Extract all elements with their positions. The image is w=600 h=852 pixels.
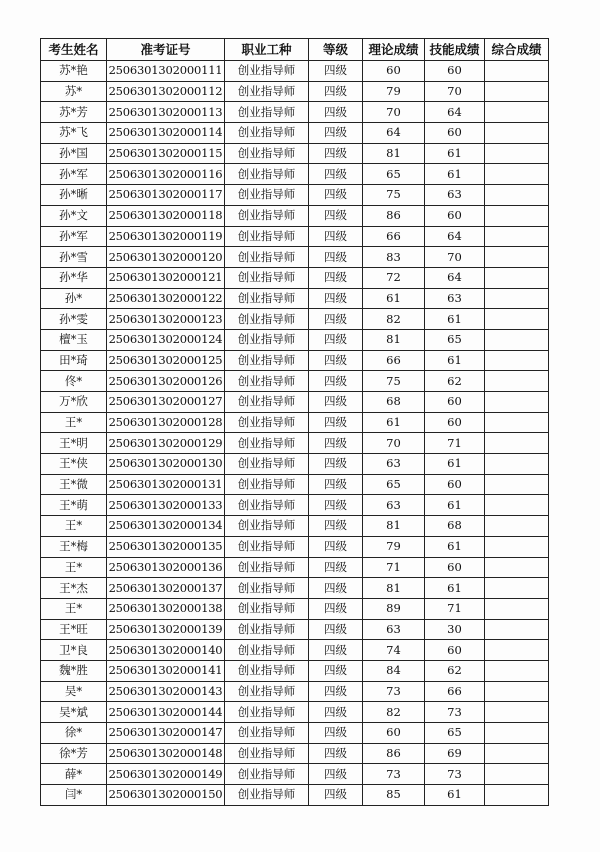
cell-occupation: 创业指导师: [225, 205, 309, 226]
cell-skill-score: 60: [425, 392, 485, 413]
cell-level: 四级: [309, 536, 363, 557]
table-row: [41, 164, 549, 185]
cell-occupation: 创业指导师: [225, 702, 309, 723]
cell-total-score: [485, 123, 549, 144]
cell-theory-score: 75: [363, 371, 425, 392]
cell-skill-score: 64: [425, 267, 485, 288]
table-row: [41, 205, 549, 226]
cell-skill-score: 60: [425, 474, 485, 495]
cell-occupation: 创业指导师: [225, 557, 309, 578]
cell-exam-id: 2506301302000126: [107, 371, 225, 392]
cell-theory-score: 63: [363, 619, 425, 640]
cell-occupation: 创业指导师: [225, 61, 309, 82]
cell-theory-score: 65: [363, 164, 425, 185]
table-row: [41, 578, 549, 599]
cell-theory-score: 79: [363, 81, 425, 102]
cell-total-score: [485, 329, 549, 350]
cell-exam-id: 2506301302000125: [107, 350, 225, 371]
table-row: [41, 681, 549, 702]
cell-exam-id: 2506301302000129: [107, 433, 225, 454]
cell-exam-id: 2506301302000111: [107, 61, 225, 82]
cell-total-score: [485, 309, 549, 330]
cell-skill-score: 65: [425, 723, 485, 744]
table-row: [41, 619, 549, 640]
cell-total-score: [485, 185, 549, 206]
table-row: [41, 185, 549, 206]
cell-level: 四级: [309, 350, 363, 371]
cell-level: 四级: [309, 433, 363, 454]
cell-occupation: 创业指导师: [225, 371, 309, 392]
cell-level: 四级: [309, 392, 363, 413]
table-row: [41, 309, 549, 330]
cell-skill-score: 63: [425, 185, 485, 206]
cell-occupation: 创业指导师: [225, 392, 309, 413]
cell-occupation: 创业指导师: [225, 226, 309, 247]
table-row: [41, 81, 549, 102]
cell-name: 孙*军: [41, 164, 107, 185]
cell-level: 四级: [309, 102, 363, 123]
cell-level: 四级: [309, 702, 363, 723]
cell-theory-score: 86: [363, 205, 425, 226]
cell-skill-score: 65: [425, 329, 485, 350]
cell-occupation: 创业指导师: [225, 288, 309, 309]
cell-skill-score: 64: [425, 226, 485, 247]
cell-name: 孙*: [41, 288, 107, 309]
cell-occupation: 创业指导师: [225, 578, 309, 599]
cell-level: 四级: [309, 723, 363, 744]
cell-theory-score: 70: [363, 102, 425, 123]
cell-skill-score: 61: [425, 143, 485, 164]
header-skill-score: 技能成绩: [425, 39, 485, 61]
cell-total-score: [485, 164, 549, 185]
header-theory-score: 理论成绩: [363, 39, 425, 61]
cell-name: 王*梅: [41, 536, 107, 557]
cell-total-score: [485, 495, 549, 516]
cell-name: 魏*胜: [41, 660, 107, 681]
cell-skill-score: 60: [425, 640, 485, 661]
table-row: [41, 495, 549, 516]
cell-exam-id: 2506301302000119: [107, 226, 225, 247]
cell-skill-score: 73: [425, 702, 485, 723]
cell-theory-score: 65: [363, 474, 425, 495]
cell-theory-score: 81: [363, 578, 425, 599]
cell-name: 檀*玉: [41, 329, 107, 350]
header-occupation: 职业工种: [225, 39, 309, 61]
cell-occupation: 创业指导师: [225, 536, 309, 557]
cell-exam-id: 2506301302000122: [107, 288, 225, 309]
cell-theory-score: 63: [363, 454, 425, 475]
cell-exam-id: 2506301302000140: [107, 640, 225, 661]
cell-total-score: [485, 371, 549, 392]
cell-exam-id: 2506301302000131: [107, 474, 225, 495]
table-row: [41, 660, 549, 681]
table-row: [41, 226, 549, 247]
cell-name: 孙*华: [41, 267, 107, 288]
cell-name: 徐*芳: [41, 743, 107, 764]
cell-occupation: 创业指导师: [225, 185, 309, 206]
header-name: 考生姓名: [41, 39, 107, 61]
cell-theory-score: 60: [363, 723, 425, 744]
cell-theory-score: 83: [363, 247, 425, 268]
cell-name: 佟*: [41, 371, 107, 392]
cell-skill-score: 71: [425, 598, 485, 619]
cell-theory-score: 82: [363, 309, 425, 330]
table-row: [41, 516, 549, 537]
cell-name: 王*杰: [41, 578, 107, 599]
cell-level: 四级: [309, 247, 363, 268]
cell-skill-score: 60: [425, 205, 485, 226]
table-row: [41, 412, 549, 433]
table-row: [41, 102, 549, 123]
cell-name: 徐*: [41, 723, 107, 744]
cell-name: 王*明: [41, 433, 107, 454]
cell-exam-id: 2506301302000127: [107, 392, 225, 413]
cell-exam-id: 2506301302000130: [107, 454, 225, 475]
cell-level: 四级: [309, 123, 363, 144]
cell-exam-id: 2506301302000128: [107, 412, 225, 433]
cell-name: 闫*: [41, 785, 107, 806]
cell-level: 四级: [309, 329, 363, 350]
cell-name: 王*: [41, 598, 107, 619]
cell-skill-score: 61: [425, 578, 485, 599]
cell-total-score: [485, 247, 549, 268]
cell-exam-id: 2506301302000124: [107, 329, 225, 350]
cell-theory-score: 75: [363, 185, 425, 206]
cell-name: 田*琦: [41, 350, 107, 371]
cell-occupation: 创业指导师: [225, 329, 309, 350]
cell-exam-id: 2506301302000141: [107, 660, 225, 681]
cell-occupation: 创业指导师: [225, 660, 309, 681]
cell-occupation: 创业指导师: [225, 412, 309, 433]
cell-level: 四级: [309, 578, 363, 599]
cell-total-score: [485, 102, 549, 123]
cell-total-score: [485, 392, 549, 413]
cell-theory-score: 81: [363, 143, 425, 164]
cell-theory-score: 79: [363, 536, 425, 557]
score-table: [40, 38, 549, 806]
cell-total-score: [485, 785, 549, 806]
cell-total-score: [485, 433, 549, 454]
cell-total-score: [485, 474, 549, 495]
cell-name: 吴*斌: [41, 702, 107, 723]
cell-theory-score: 66: [363, 226, 425, 247]
cell-exam-id: 2506301302000147: [107, 723, 225, 744]
cell-total-score: [485, 61, 549, 82]
cell-total-score: [485, 598, 549, 619]
cell-theory-score: 74: [363, 640, 425, 661]
cell-name: 苏*艳: [41, 61, 107, 82]
cell-occupation: 创业指导师: [225, 350, 309, 371]
cell-total-score: [485, 578, 549, 599]
cell-occupation: 创业指导师: [225, 785, 309, 806]
cell-name: 孙*晰: [41, 185, 107, 206]
cell-exam-id: 2506301302000144: [107, 702, 225, 723]
cell-total-score: [485, 681, 549, 702]
cell-level: 四级: [309, 412, 363, 433]
cell-name: 卫*良: [41, 640, 107, 661]
cell-occupation: 创业指导师: [225, 681, 309, 702]
cell-theory-score: 73: [363, 681, 425, 702]
cell-skill-score: 68: [425, 516, 485, 537]
cell-exam-id: 2506301302000123: [107, 309, 225, 330]
table-row: [41, 702, 549, 723]
cell-name: 王*旺: [41, 619, 107, 640]
cell-total-score: [485, 536, 549, 557]
table-row: [41, 350, 549, 371]
cell-level: 四级: [309, 205, 363, 226]
cell-occupation: 创业指导师: [225, 619, 309, 640]
cell-skill-score: 71: [425, 433, 485, 454]
cell-total-score: [485, 723, 549, 744]
table-row: [41, 267, 549, 288]
cell-name: 孙*军: [41, 226, 107, 247]
cell-level: 四级: [309, 640, 363, 661]
cell-level: 四级: [309, 309, 363, 330]
cell-exam-id: 2506301302000121: [107, 267, 225, 288]
cell-occupation: 创业指导师: [225, 454, 309, 475]
cell-name: 孙*国: [41, 143, 107, 164]
cell-skill-score: 62: [425, 371, 485, 392]
cell-name: 孙*雪: [41, 247, 107, 268]
cell-theory-score: 64: [363, 123, 425, 144]
table-row: [41, 557, 549, 578]
cell-total-score: [485, 412, 549, 433]
table-row: [41, 123, 549, 144]
table-row: [41, 392, 549, 413]
cell-total-score: [485, 205, 549, 226]
cell-name: 苏*芳: [41, 102, 107, 123]
cell-skill-score: 60: [425, 123, 485, 144]
table-row: [41, 288, 549, 309]
cell-skill-score: 62: [425, 660, 485, 681]
cell-level: 四级: [309, 681, 363, 702]
cell-exam-id: 2506301302000137: [107, 578, 225, 599]
cell-name: 孙*雯: [41, 309, 107, 330]
cell-skill-score: 60: [425, 557, 485, 578]
cell-name: 王*微: [41, 474, 107, 495]
cell-skill-score: 60: [425, 61, 485, 82]
cell-occupation: 创业指导师: [225, 143, 309, 164]
cell-total-score: [485, 81, 549, 102]
cell-occupation: 创业指导师: [225, 164, 309, 185]
cell-exam-id: 2506301302000136: [107, 557, 225, 578]
cell-skill-score: 66: [425, 681, 485, 702]
cell-exam-id: 2506301302000133: [107, 495, 225, 516]
cell-theory-score: 85: [363, 785, 425, 806]
cell-total-score: [485, 640, 549, 661]
cell-level: 四级: [309, 454, 363, 475]
cell-theory-score: 73: [363, 764, 425, 785]
cell-name: 薛*: [41, 764, 107, 785]
cell-occupation: 创业指导师: [225, 123, 309, 144]
cell-exam-id: 2506301302000143: [107, 681, 225, 702]
cell-level: 四级: [309, 495, 363, 516]
cell-level: 四级: [309, 371, 363, 392]
cell-occupation: 创业指导师: [225, 247, 309, 268]
cell-occupation: 创业指导师: [225, 433, 309, 454]
header-exam-id: 准考证号: [107, 39, 225, 61]
table-row: [41, 61, 549, 82]
cell-skill-score: 61: [425, 350, 485, 371]
header-row: [41, 39, 549, 61]
cell-skill-score: 70: [425, 81, 485, 102]
cell-theory-score: 71: [363, 557, 425, 578]
cell-level: 四级: [309, 81, 363, 102]
cell-total-score: [485, 454, 549, 475]
cell-theory-score: 70: [363, 433, 425, 454]
cell-name: 苏*飞: [41, 123, 107, 144]
cell-name: 王*: [41, 412, 107, 433]
cell-exam-id: 2506301302000134: [107, 516, 225, 537]
cell-theory-score: 63: [363, 495, 425, 516]
cell-theory-score: 60: [363, 61, 425, 82]
cell-theory-score: 84: [363, 660, 425, 681]
cell-skill-score: 61: [425, 309, 485, 330]
cell-total-score: [485, 288, 549, 309]
cell-skill-score: 61: [425, 164, 485, 185]
cell-occupation: 创业指导师: [225, 764, 309, 785]
cell-level: 四级: [309, 61, 363, 82]
cell-skill-score: 73: [425, 764, 485, 785]
cell-skill-score: 30: [425, 619, 485, 640]
cell-total-score: [485, 702, 549, 723]
cell-skill-score: 63: [425, 288, 485, 309]
table-row: [41, 143, 549, 164]
cell-exam-id: 2506301302000114: [107, 123, 225, 144]
cell-occupation: 创业指导师: [225, 474, 309, 495]
table-row: [41, 329, 549, 350]
cell-occupation: 创业指导师: [225, 598, 309, 619]
cell-level: 四级: [309, 764, 363, 785]
cell-theory-score: 61: [363, 288, 425, 309]
cell-exam-id: 2506301302000115: [107, 143, 225, 164]
table-row: [41, 247, 549, 268]
cell-exam-id: 2506301302000112: [107, 81, 225, 102]
table-row: [41, 371, 549, 392]
cell-occupation: 创业指导师: [225, 309, 309, 330]
cell-name: 万*欣: [41, 392, 107, 413]
cell-total-score: [485, 557, 549, 578]
cell-exam-id: 2506301302000120: [107, 247, 225, 268]
cell-level: 四级: [309, 185, 363, 206]
table-row: [41, 785, 549, 806]
cell-exam-id: 2506301302000148: [107, 743, 225, 764]
cell-theory-score: 82: [363, 702, 425, 723]
header-total-score: 综合成绩: [485, 39, 549, 61]
cell-name: 孙*文: [41, 205, 107, 226]
cell-skill-score: 64: [425, 102, 485, 123]
cell-total-score: [485, 619, 549, 640]
cell-theory-score: 81: [363, 516, 425, 537]
cell-skill-score: 61: [425, 536, 485, 557]
table-row: [41, 723, 549, 744]
cell-theory-score: 66: [363, 350, 425, 371]
cell-total-score: [485, 143, 549, 164]
cell-exam-id: 2506301302000150: [107, 785, 225, 806]
cell-total-score: [485, 350, 549, 371]
table-row: [41, 640, 549, 661]
cell-name: 王*: [41, 516, 107, 537]
cell-level: 四级: [309, 557, 363, 578]
cell-exam-id: 2506301302000149: [107, 764, 225, 785]
cell-total-score: [485, 267, 549, 288]
cell-total-score: [485, 660, 549, 681]
cell-level: 四级: [309, 619, 363, 640]
table-row: [41, 433, 549, 454]
cell-total-score: [485, 743, 549, 764]
table-row: [41, 743, 549, 764]
cell-level: 四级: [309, 743, 363, 764]
cell-occupation: 创业指导师: [225, 743, 309, 764]
table-header: [41, 39, 549, 61]
cell-occupation: 创业指导师: [225, 102, 309, 123]
cell-skill-score: 61: [425, 495, 485, 516]
cell-exam-id: 2506301302000139: [107, 619, 225, 640]
cell-skill-score: 69: [425, 743, 485, 764]
cell-total-score: [485, 516, 549, 537]
cell-total-score: [485, 226, 549, 247]
cell-exam-id: 2506301302000135: [107, 536, 225, 557]
cell-occupation: 创业指导师: [225, 267, 309, 288]
cell-skill-score: 61: [425, 454, 485, 475]
cell-theory-score: 68: [363, 392, 425, 413]
cell-name: 苏*: [41, 81, 107, 102]
cell-level: 四级: [309, 785, 363, 806]
cell-level: 四级: [309, 267, 363, 288]
cell-exam-id: 2506301302000118: [107, 205, 225, 226]
cell-level: 四级: [309, 164, 363, 185]
cell-total-score: [485, 764, 549, 785]
cell-theory-score: 72: [363, 267, 425, 288]
cell-exam-id: 2506301302000116: [107, 164, 225, 185]
cell-name: 王*: [41, 557, 107, 578]
cell-name: 王*侠: [41, 454, 107, 475]
table-row: [41, 536, 549, 557]
cell-level: 四级: [309, 474, 363, 495]
cell-exam-id: 2506301302000113: [107, 102, 225, 123]
table-row: [41, 764, 549, 785]
cell-occupation: 创业指导师: [225, 81, 309, 102]
cell-level: 四级: [309, 226, 363, 247]
cell-theory-score: 86: [363, 743, 425, 764]
cell-theory-score: 81: [363, 329, 425, 350]
cell-exam-id: 2506301302000117: [107, 185, 225, 206]
cell-level: 四级: [309, 598, 363, 619]
cell-occupation: 创业指导师: [225, 723, 309, 744]
cell-occupation: 创业指导师: [225, 495, 309, 516]
cell-skill-score: 60: [425, 412, 485, 433]
table-body: [41, 61, 549, 806]
cell-theory-score: 61: [363, 412, 425, 433]
table-row: [41, 598, 549, 619]
cell-occupation: 创业指导师: [225, 640, 309, 661]
cell-name: 吴*: [41, 681, 107, 702]
cell-level: 四级: [309, 288, 363, 309]
cell-exam-id: 2506301302000138: [107, 598, 225, 619]
cell-level: 四级: [309, 660, 363, 681]
cell-theory-score: 89: [363, 598, 425, 619]
cell-skill-score: 70: [425, 247, 485, 268]
cell-skill-score: 61: [425, 785, 485, 806]
table-row: [41, 474, 549, 495]
cell-level: 四级: [309, 143, 363, 164]
table-row: [41, 454, 549, 475]
cell-name: 王*萌: [41, 495, 107, 516]
cell-occupation: 创业指导师: [225, 516, 309, 537]
header-level: 等级: [309, 39, 363, 61]
cell-level: 四级: [309, 516, 363, 537]
